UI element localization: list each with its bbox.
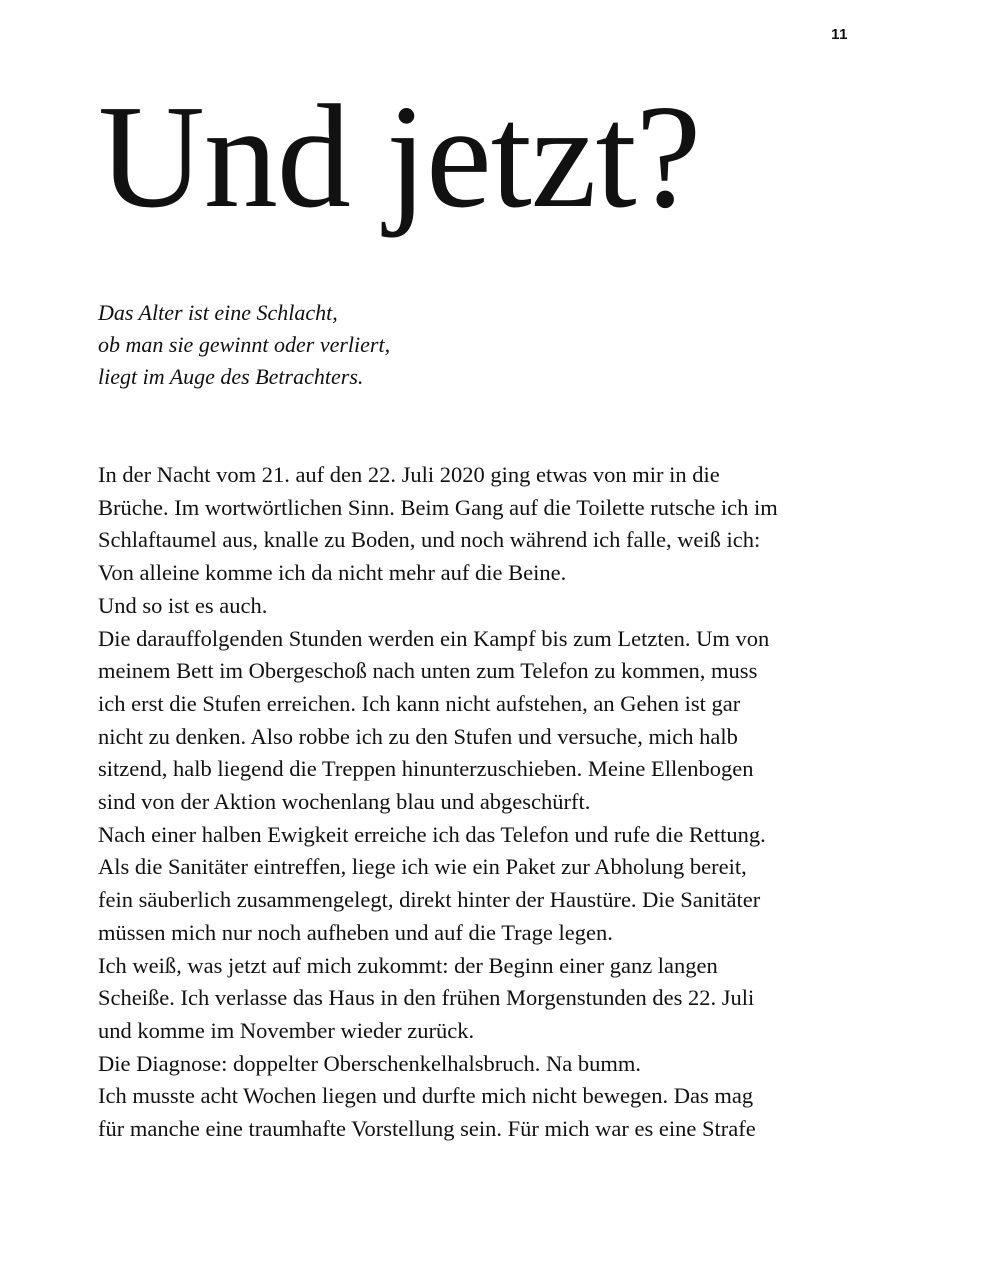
epigraph-line: ob man sie gewinnt oder verliert, <box>98 332 391 357</box>
page-number: 11 <box>831 26 848 43</box>
body-line: fein säuberlich zusammengelegt, direkt hinter der Haustüre. Die Sanitäter <box>98 887 761 913</box>
chapter-title: Und jetzt? <box>98 75 701 239</box>
body-line: ich erst die Stufen erreichen. Ich kann nicht aufstehen, an Gehen ist gar <box>98 690 741 716</box>
body-line: Schlaftaumel aus, knalle zu Boden, und noch während ich falle, weiß ich: <box>98 527 761 553</box>
epigraph <box>98 297 390 393</box>
body-line: Ich weiß, was jetzt auf mich zukommt: der Beginn einer ganz langen <box>98 952 718 978</box>
body-line: Scheiße. Ich verlasse das Haus in den frühen Morgenstunden des 22. Juli <box>98 985 755 1011</box>
body-line: Ich musste acht Wochen liegen und durfte mich nicht bewegen. Das mag <box>98 1083 754 1109</box>
body-line: sitzend, halb liegend die Treppen hinunterzuschieben. Meine Ellenbogen <box>98 756 754 782</box>
body-line: und komme im November wieder zurück. <box>98 1017 475 1043</box>
epigraph-line: liegt im Auge des Betrachters. <box>98 364 364 389</box>
body-line: Von alleine komme ich da nicht mehr auf die Beine. <box>98 560 567 586</box>
body-line: nicht zu denken. Also robbe ich zu den Stufen und versuche, mich halb <box>98 723 738 749</box>
body-line: Brüche. Im wortwörtlichen Sinn. Beim Gang auf die Toilette rutsche ich im <box>98 494 778 520</box>
body-line: müssen mich nur noch aufheben und auf die Trage legen. <box>98 919 613 945</box>
body-line: Die Diagnose: doppelter Oberschenkelhalsbruch. Na bumm. <box>98 1050 641 1076</box>
body-line: Als die Sanitäter eintreffen, liege ich wie ein Paket zur Abholung bereit, <box>98 854 747 880</box>
body-line: Und so ist es auch. <box>98 592 268 618</box>
body-line: In der Nacht vom 21. auf den 22. Juli 2020 ging etwas von mir in die <box>98 462 720 487</box>
body-text <box>98 459 898 1146</box>
body-line: für manche eine traumhafte Vorstellung sein. Für mich war es eine Strafe <box>98 1116 756 1142</box>
body-line: meinem Bett im Obergeschoß nach unten zum Telefon zu kommen, muss <box>98 658 758 684</box>
body-line: Die darauffolgenden Stunden werden ein Kampf bis zum Letzten. Um von <box>98 625 770 651</box>
body-line: Nach einer halben Ewigkeit erreiche ich das Telefon und rufe die Rettung. <box>98 821 766 847</box>
body-line: sind von der Aktion wochenlang blau und abgeschürft. <box>98 789 591 815</box>
epigraph-line: Das Alter ist eine Schlacht, <box>98 300 338 325</box>
